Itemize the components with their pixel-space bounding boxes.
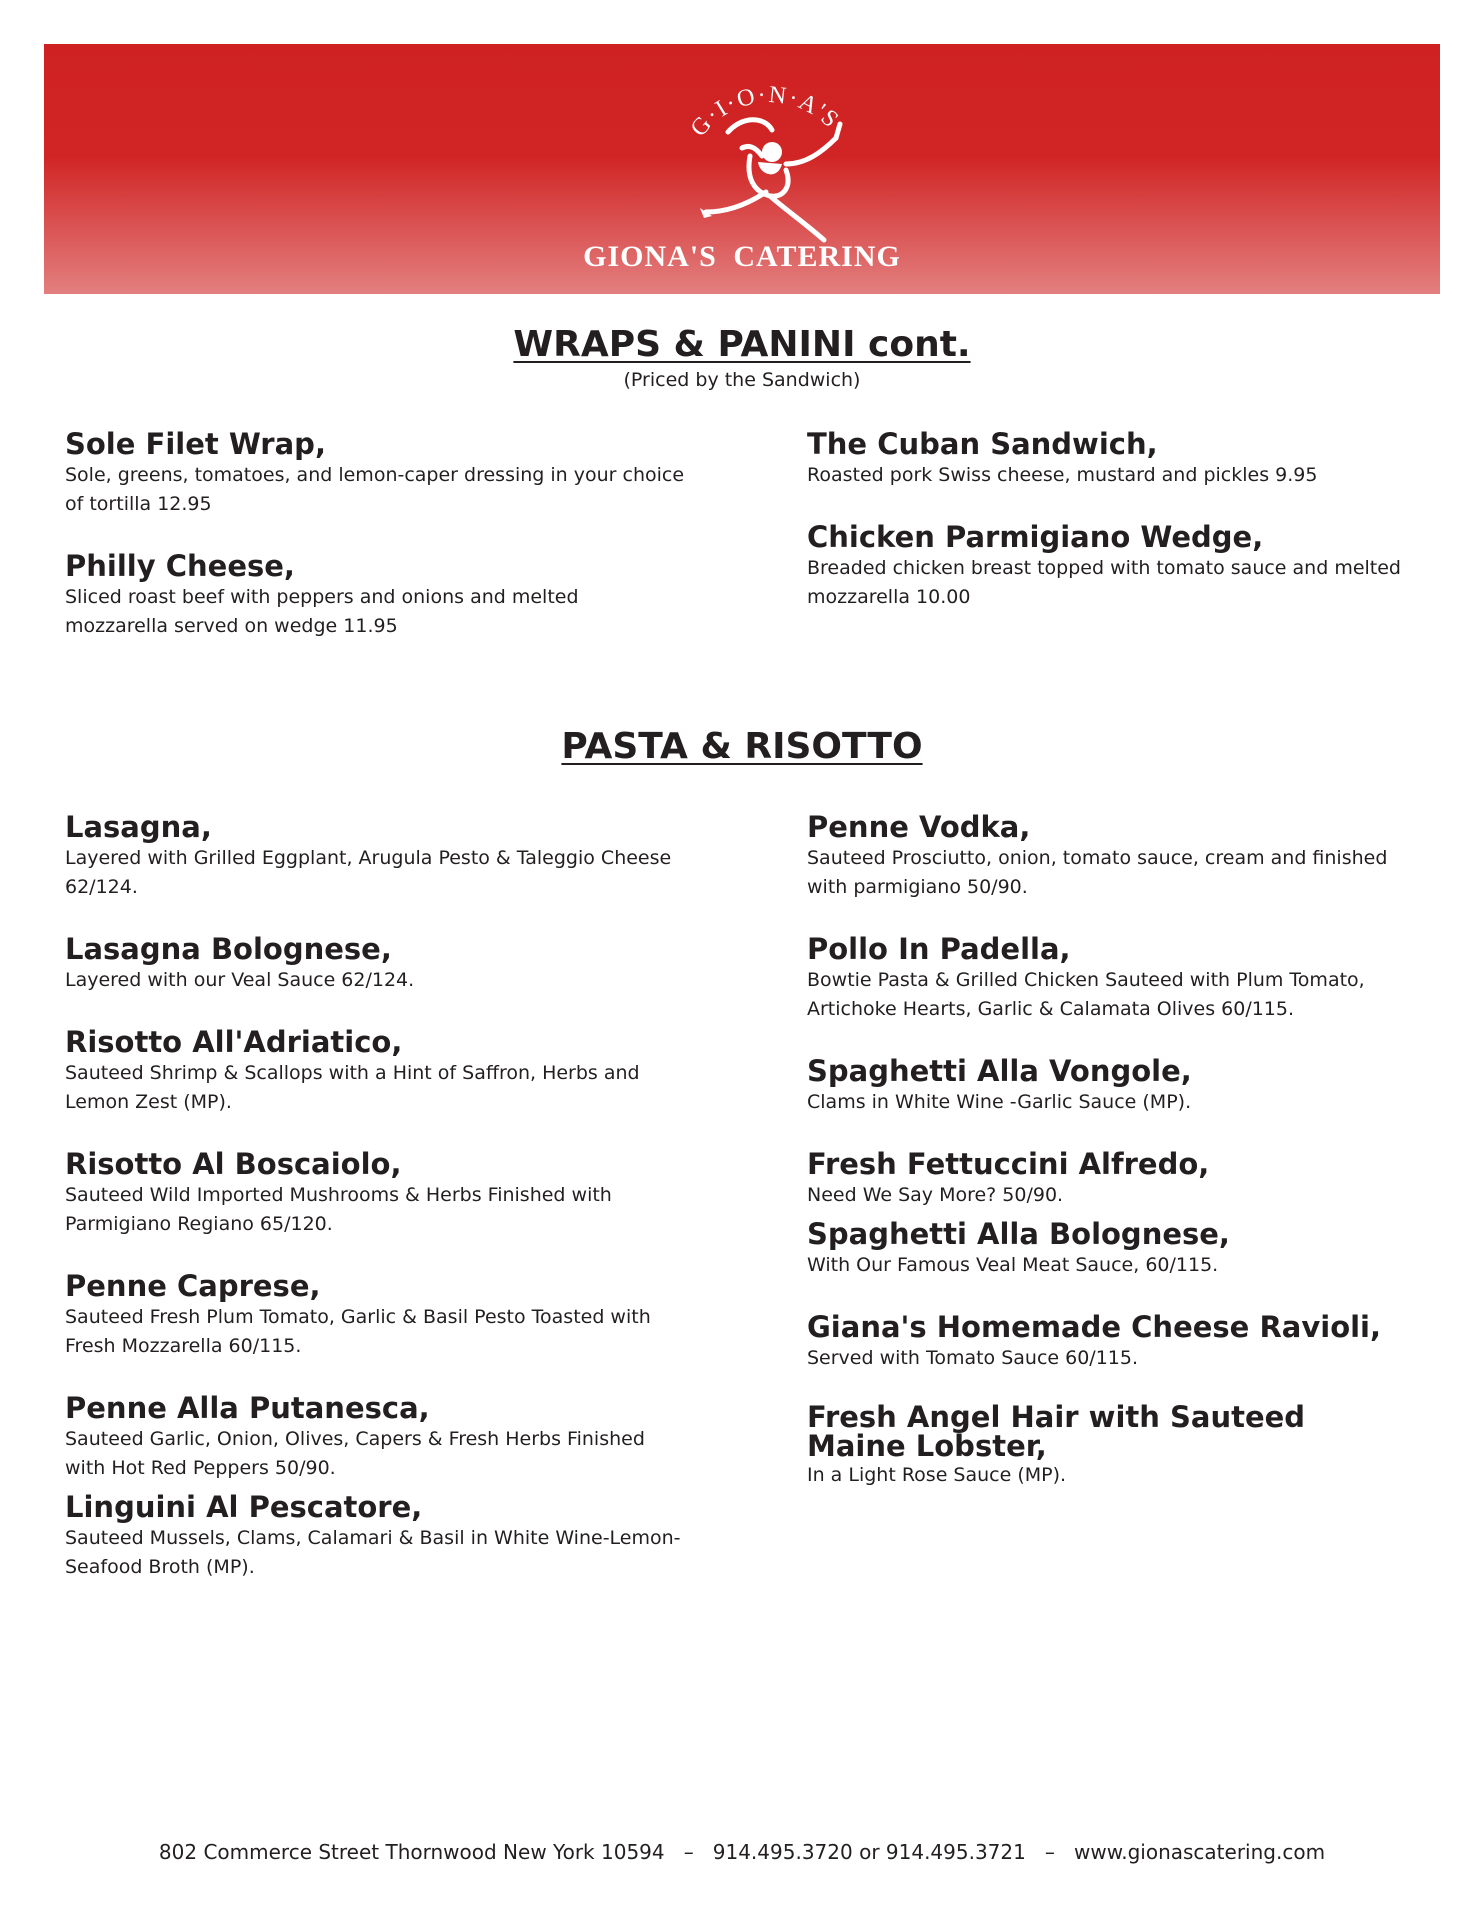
item-name: Lasagna, [65,810,212,844]
menu-item [65,1147,685,1239]
menu-item [65,1490,685,1582]
menu-item [807,932,1427,1024]
item-description: Sole, greens, tomatoes, and lemon-caper dressing in your choice of tortilla 12.95 [65,464,685,515]
item-name: Penne Alla Putanesca, [65,1391,430,1425]
item-name: Spaghetti Alla Vongole, [807,1054,1192,1088]
item-description: Breaded chicken breast topped with tomato sauce and melted mozzarella 10.00 [807,557,1401,608]
item-description: Layered with our Veal Sauce 62/124. [65,969,415,991]
item-name: Penne Caprese, [65,1269,321,1303]
menu-item [807,520,1427,612]
item-name: Fresh Fettuccini Alfredo, [807,1147,1210,1181]
header-banner [44,44,1440,294]
menu-item [807,810,1427,902]
menu-item [65,932,685,995]
item-description: With Our Famous Veal Meat Sauce, 60/115. [807,1254,1219,1276]
wraps-section-title: WRAPS & PANINI cont. [513,324,971,365]
item-name: Risotto All'Adriatico, [65,1025,403,1059]
menu-item [807,1310,1427,1373]
brand-name: GIONA'S CATERING [583,240,901,273]
menu-item [65,1269,685,1361]
menu-item [65,427,685,519]
svg-text:G·I·O·N·A'S [686,82,845,142]
item-name: Giana's Homemade Cheese Ravioli, [807,1310,1382,1344]
item-name: Chicken Parmigiano Wedge, [807,520,1264,554]
menu-item [807,427,1427,490]
item-description: Sliced roast beef with peppers and onions and melted mozzarella served on wedge 11.95 [65,586,579,637]
item-name: Sole Filet Wrap, [65,427,326,461]
item-description: Served with Tomato Sauce 60/115. [807,1347,1139,1369]
item-name: Philly Cheese, [65,549,295,583]
menu-item [807,1400,1367,1490]
item-description: Sauteed Fresh Plum Tomato, Garlic & Basil Pesto Toasted with Fresh Mozzarella 60/115. [65,1306,651,1357]
chef-logo [646,52,886,262]
item-name: Pollo In Padella, [807,932,1071,966]
item-name: The Cuban Sandwich, [807,427,1158,461]
item-description: Sauteed Shrimp & Scallops with a Hint of Saffron, Herbs and Lemon Zest (MP). [65,1062,640,1113]
item-description: In a Light Rose Sauce (MP). [807,1464,1067,1486]
wraps-subtitle: (Priced by the Sandwich) [623,369,861,391]
item-description: Need We Say More? 50/90. [807,1184,1064,1206]
item-name: Risotto Al Boscaiolo, [65,1147,402,1181]
item-description: Bowtie Pasta & Grilled Chicken Sauteed with Plum Tomato, Artichoke Hearts, Garlic & Calamata Olives 60/115. [807,969,1365,1020]
menu-item [807,1217,1427,1280]
menu-item [65,549,685,641]
footer-contact: 802 Commerce Street Thornwood New York 10594 – 914.495.3720 or 914.495.3721 – www.gionascatering.com [158,1840,1326,1864]
item-description: Sauteed Mussels, Clams, Calamari & Basil in White Wine-Lemon-Seafood Broth (MP). [65,1527,681,1578]
menu-item [65,1025,685,1117]
item-description: Sauteed Wild Imported Mushrooms & Herbs Finished with Parmigiano Regiano 65/120. [65,1184,612,1235]
pasta-section-title: PASTA & RISOTTO [561,726,923,767]
item-name: Penne Vodka, [807,810,1031,844]
item-description: Roasted pork Swiss cheese, mustard and pickles 9.95 [807,464,1318,486]
item-name: Spaghetti Alla Bolognese, [807,1217,1230,1251]
item-description: Clams in White Wine -Garlic Sauce (MP). [807,1091,1192,1113]
menu-item [807,1147,1427,1210]
item-name: Lasagna Bolognese, [65,932,392,966]
logo-arc-text: G·I·O·N·A'S [685,81,845,142]
item-description: Layered with Grilled Eggplant, Arugula Pesto & Taleggio Cheese 62/124. [65,847,672,898]
item-name: Fresh Angel Hair with Sauteed Maine Lobster, [807,1400,1306,1463]
item-description: Sauteed Prosciutto, onion, tomato sauce, cream and finished with parmigiano 50/90. [807,847,1388,898]
menu-item [807,1054,1427,1117]
menu-item [65,1391,685,1483]
item-name: Linguini Al Pescatore, [65,1490,423,1524]
item-description: Sauteed Garlic, Onion, Olives, Capers & Fresh Herbs Finished with Hot Red Peppers 50/90. [65,1428,645,1479]
menu-item [65,810,685,902]
